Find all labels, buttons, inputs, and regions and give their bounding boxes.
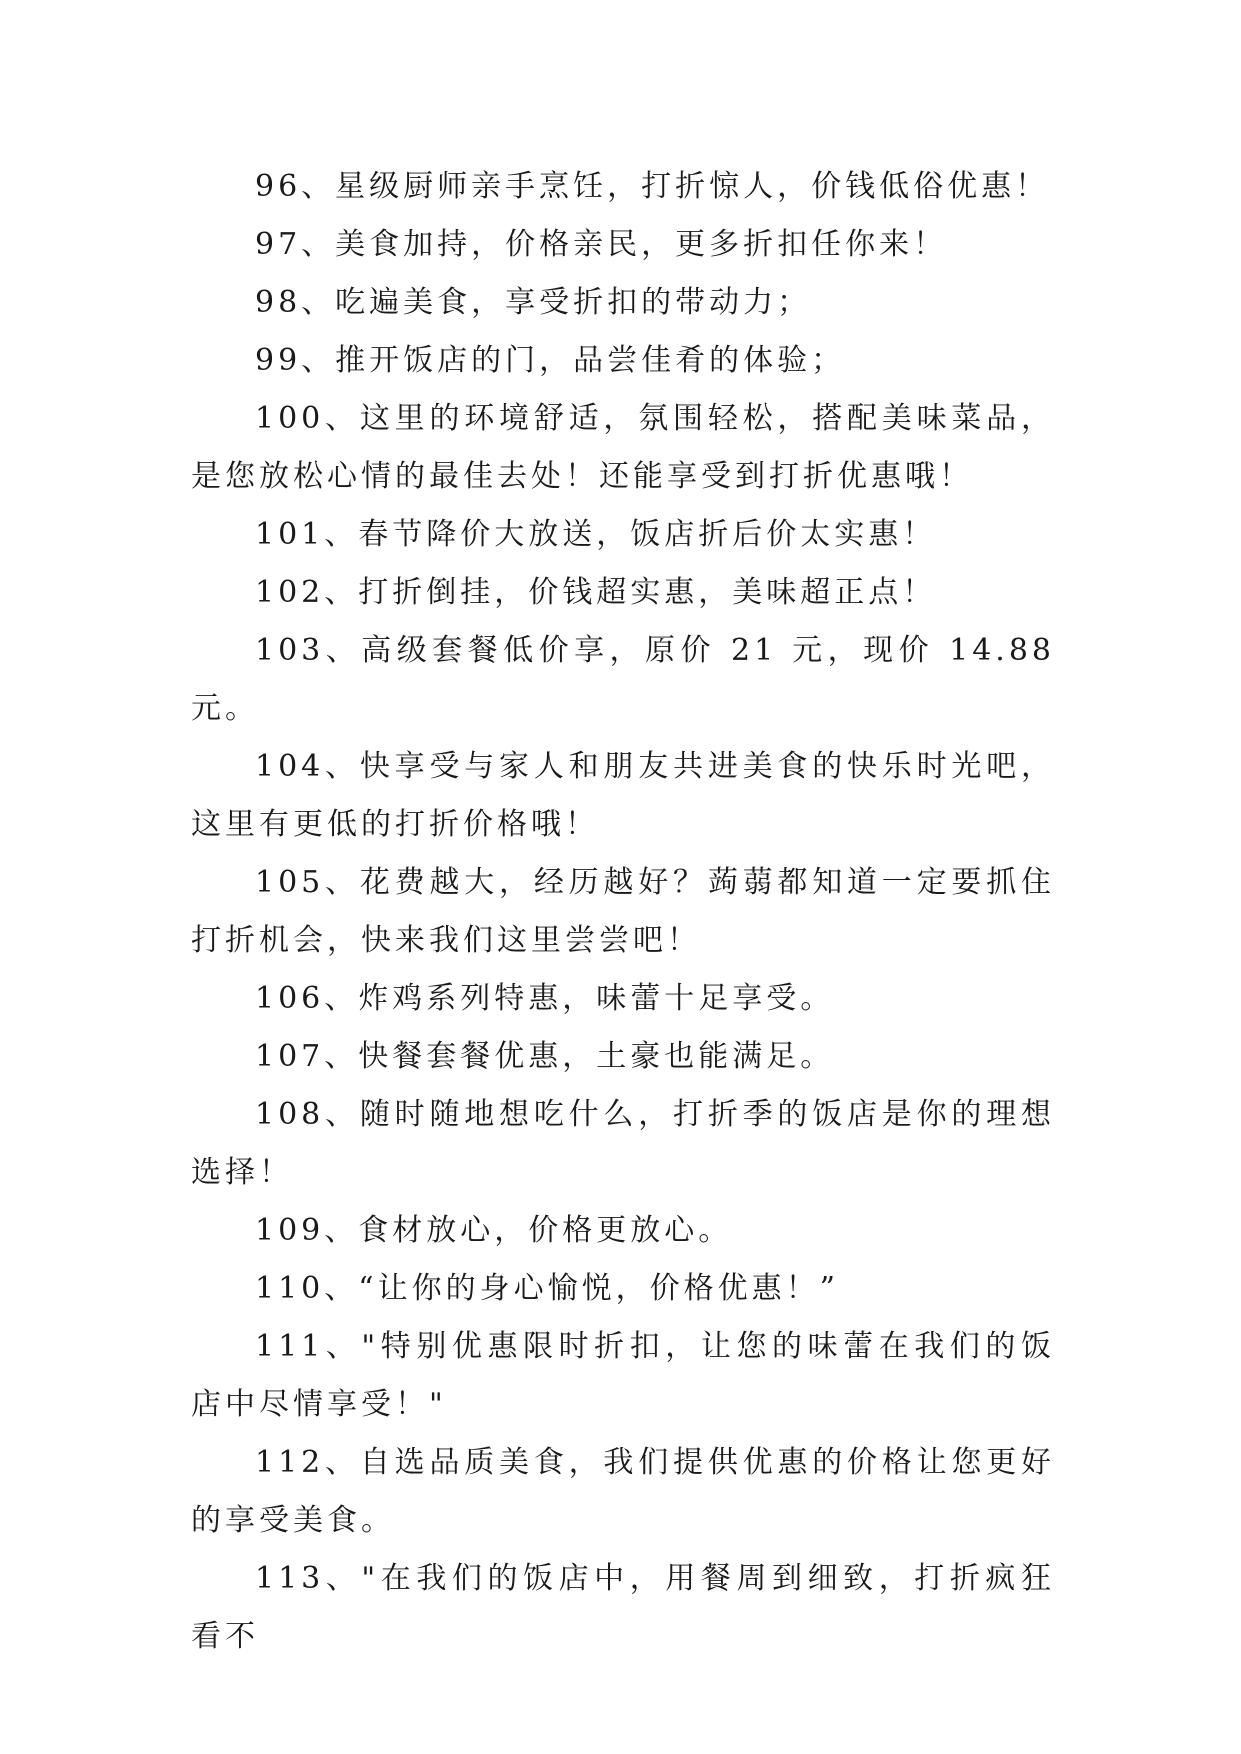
paragraph-98: 98、吃遍美食，享受折扣的带动力； bbox=[255, 285, 812, 320]
paragraph-112: 112、自选品质美食，我们提供优惠的价格让您更好的享受美食。 bbox=[191, 1445, 1055, 1538]
paragraph-97: 97、美食加持，价格亲民，更多折扣任你来！ bbox=[255, 227, 948, 262]
paragraph-113: 113、"在我们的饭店中，用餐周到细致，打折疯狂看不 bbox=[191, 1561, 1055, 1654]
paragraph-111: 111、"特别优惠限时折扣，让您的味蕾在我们的饭店中尽情享受！" bbox=[191, 1329, 1055, 1422]
paragraph-103: 103、高级套餐低价享，原价 21 元，现价 14.88 元。 bbox=[191, 633, 1055, 726]
paragraph-106: 106、炸鸡系列特惠，味蕾十足享受。 bbox=[255, 981, 835, 1016]
paragraph-99: 99、推开饭店的门，品尝佳肴的体验； bbox=[255, 343, 846, 378]
paragraph-109: 109、食材放心，价格更放心。 bbox=[255, 1213, 733, 1248]
paragraph-100: 100、这里的环境舒适，氛围轻松，搭配美味菜品，是您放松心情的最佳去处！还能享受到打折优惠哦！ bbox=[191, 401, 1055, 494]
paragraph-96: 96、星级厨师亲手烹饪，打折惊人，价钱低俗优惠！ bbox=[255, 169, 1050, 204]
document-body bbox=[191, 158, 1055, 1666]
paragraph-110: 110、“让你的身心愉悦，价格优惠！” bbox=[255, 1271, 839, 1306]
paragraph-101: 101、春节降价大放送，饭店折后价太实惠！ bbox=[255, 517, 937, 552]
paragraph-107: 107、快餐套餐优惠，土豪也能满足。 bbox=[255, 1039, 835, 1074]
paragraph-108: 108、随时随地想吃什么，打折季的饭店是你的理想选择！ bbox=[191, 1097, 1055, 1190]
paragraph-102: 102、打折倒挂，价钱超实惠，美味超正点！ bbox=[255, 575, 937, 610]
paragraph-105: 105、花费越大，经历越好？蒟蒻都知道一定要抓住打折机会，快来我们这里尝尝吧！ bbox=[191, 865, 1055, 958]
paragraph-104: 104、快享受与家人和朋友共进美食的快乐时光吧，这里有更低的打折价格哦！ bbox=[191, 749, 1055, 842]
